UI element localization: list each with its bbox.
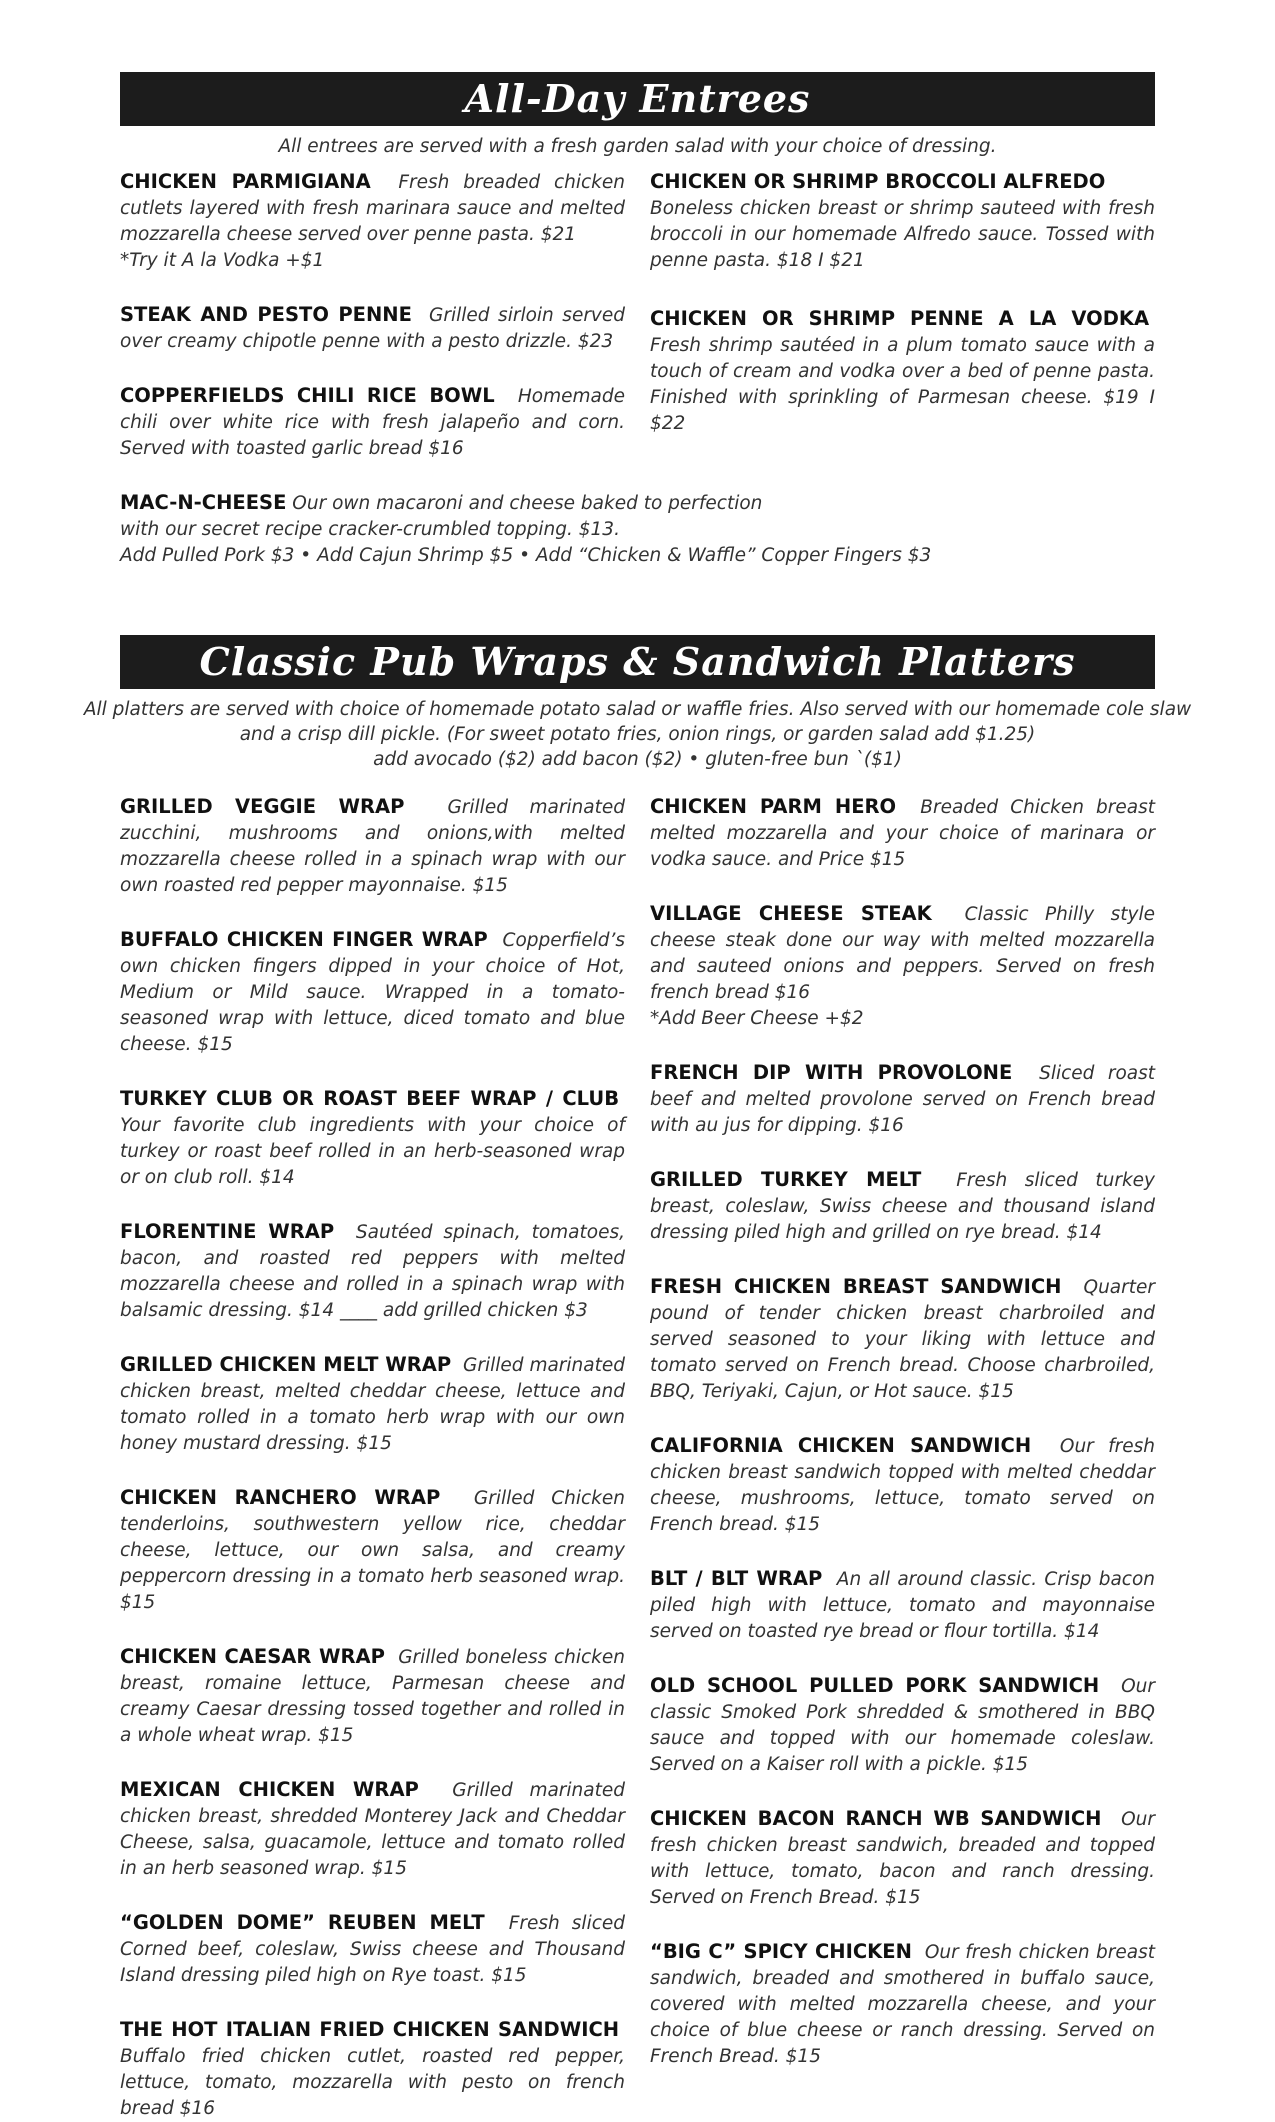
menu-item — [650, 1806, 1155, 1911]
platters-right-column — [650, 794, 1155, 2122]
menu-item — [120, 1910, 625, 1989]
item-name: CHICKEN PARM HERO — [650, 795, 897, 818]
platters-banner — [120, 635, 1155, 689]
item-description: Sliced roast beef and melted provolone served on French bread with au jus for dipping. $16 — [650, 1063, 1155, 1136]
item-description-line: with our secret recipe cracker-crumbled topping. $13. — [120, 519, 620, 540]
menu-item — [120, 169, 625, 274]
item-name: CHICKEN OR SHRIMP PENNE A LA VODKA — [650, 307, 1150, 330]
menu-item — [650, 794, 1155, 873]
entrees-title: All-Day Entrees — [464, 76, 811, 121]
item-name: GRILLED CHICKEN MELT WRAP — [120, 1353, 452, 1376]
item-name: FRESH CHICKEN BREAST SANDWICH — [650, 1275, 1062, 1298]
menu-item — [120, 927, 625, 1058]
item-description: Grilled marinated chicken breast, melted cheddar cheese, lettuce and tomato rolled in a tomato herb wrap with our own honey mustard dressing. $15 — [120, 1355, 625, 1454]
platters-left-column — [120, 794, 625, 2122]
item-description: Breaded Chicken breast melted mozzarella and your choice of marinara or vodka sauce. and Price $15 — [650, 797, 1155, 870]
item-description: Our classic Smoked Pork shredded & smothered in BBQ sauce and topped with our homemade coleslaw. Served on a Kaiser roll with a pickle. $15 — [650, 1676, 1155, 1775]
item-name: COPPERFIELDS CHILI RICE BOWL — [120, 384, 495, 407]
item-name: “BIG C” SPICY CHICKEN — [650, 1940, 912, 1963]
item-description: Fresh shrimp sautéed in a plum tomato sauce with a touch of cream and vodka over a bed of penne pasta. Finished with sprinkling of Parmesan cheese. $19 I $22 — [650, 335, 1155, 434]
item-name: VILLAGE CHEESE STEAK — [650, 902, 932, 925]
item-description: Grilled Chicken tenderloins, southwestern yellow rice, cheddar cheese, lettuce, our own salsa, and creamy peppercorn dressing in a tomato herb seasoned wrap. $15 — [120, 1488, 625, 1613]
platters-note — [80, 697, 1195, 772]
menu-item — [120, 1644, 625, 1749]
item-extra: *Try it A la Vodka +$1 — [120, 250, 325, 271]
entrees-note: All entrees are served with a fresh garden salad with your choice of dressing. — [278, 136, 997, 157]
menu-item — [120, 1219, 625, 1324]
item-description: Homemade chili over white rice with fresh jalapeño and corn. Served with toasted garlic bread $16 — [120, 386, 626, 459]
item-name: TURKEY CLUB OR ROAST BEEF WRAP / CLUB — [120, 1087, 620, 1110]
menu-item — [120, 2017, 625, 2122]
item-name: MEXICAN CHICKEN WRAP — [120, 1778, 419, 1801]
item-description: Our fresh chicken breast sandwich, breaded and smothered in buffalo sauce, covered with melted mozzarella cheese, and your choice of blue cheese or ranch dressing. Served on French Bread. $15 — [650, 1942, 1155, 2067]
item-name: FRENCH DIP WITH PROVOLONE — [650, 1061, 1013, 1084]
item-name: CALIFORNIA CHICKEN SANDWICH — [650, 1434, 1032, 1457]
menu-item — [650, 1167, 1155, 1246]
platters-note-line: and a crisp dill pickle. (For sweet potato fries, onion rings, or garden salad add $1.25) — [239, 724, 1036, 745]
menu-item — [650, 1939, 1155, 2070]
menu-item — [120, 1777, 625, 1882]
item-addons: Add Pulled Pork $3 • Add Cajun Shrimp $5 • Add “Chicken & Waffle” Copper Fingers $3 — [120, 545, 932, 566]
mac-n-cheese-item — [120, 490, 1155, 569]
item-name: CHICKEN OR SHRIMP BROCCOLI ALFREDO — [650, 170, 1106, 193]
item-description: Boneless chicken breast or shrimp sauteed with fresh broccoli in our homemade Alfredo sauce. Tossed with penne pasta. $18 I $21 — [650, 198, 1155, 271]
item-description: Fresh sliced Corned beef, coleslaw, Swiss cheese and Thousand Island dressing piled high on Rye toast. $15 — [120, 1913, 626, 1986]
item-name: STEAK AND PESTO PENNE — [120, 303, 412, 326]
platters-note-line: add avocado ($2) add bacon ($2) • gluten-free bun `($1) — [373, 749, 902, 770]
platters-columns — [120, 794, 1155, 2122]
menu-item — [650, 1060, 1155, 1139]
item-description: Fresh sliced turkey breast, coleslaw, Swiss cheese and thousand island dressing piled high and grilled on rye bread. $14 — [650, 1170, 1156, 1243]
entrees-right-column — [650, 169, 1155, 462]
menu-item — [650, 169, 1155, 274]
item-description: Sautéed spinach, tomatoes, bacon, and roasted red peppers with melted mozzarella cheese and rolled in a spinach wrap with balsamic dressing. $14 ____ add grilled chicken $3 — [120, 1222, 625, 1321]
item-description-line: Our own macaroni and cheese baked to perfection — [292, 493, 763, 514]
item-description: Grilled boneless chicken breast, romaine lettuce, Parmesan cheese and creamy Caesar dressing tossed together and rolled in a whole wheat wrap. $15 — [120, 1647, 626, 1746]
item-description: Our fresh chicken breast sandwich topped with melted cheddar cheese, mushrooms, lettuce, tomato served on French bread. $15 — [650, 1436, 1155, 1535]
item-name: BUFFALO CHICKEN FINGER WRAP — [120, 928, 488, 951]
item-description: Fresh breaded chicken cutlets layered with fresh marinara sauce and melted mozzarella cheese served over penne pasta. $21 — [120, 172, 625, 245]
item-name: BLT / BLT WRAP — [650, 1567, 823, 1590]
menu-item — [120, 383, 625, 462]
item-description: Buffalo fried chicken cutlet, roasted red pepper, lettuce, tomato, mozzarella with pesto on french bread $16 — [120, 2046, 625, 2119]
item-name: OLD SCHOOL PULLED PORK SANDWICH — [650, 1674, 1100, 1697]
menu-item — [120, 1352, 625, 1457]
menu-page — [83, 72, 1192, 2122]
entrees-left-column — [120, 169, 625, 462]
menu-item — [120, 1485, 625, 1616]
menu-item — [650, 1274, 1155, 1405]
item-description: An all around classic. Crisp bacon piled high with lettuce, tomato and mayonnaise served on toasted rye bread or flour tortilla. $14 — [650, 1569, 1156, 1642]
item-name: FLORENTINE WRAP — [120, 1220, 335, 1243]
item-description: Copperfield’s own chicken fingers dipped in your choice of Hot, Medium or Mild sauce. Wrapped in a tomato-seasoned wrap with lettuce, diced tomato and blue cheese. $15 — [120, 930, 625, 1055]
item-description: Grilled sirloin served over creamy chipotle penne with a pesto drizzle. $23 — [120, 305, 626, 352]
item-description: Your favorite club ingredients with your choice of turkey or roast beef rolled in an herb-seasoned wrap or on club roll. $14 — [120, 1115, 625, 1188]
item-description: Quarter pound of tender chicken breast charbroiled and served seasoned to your liking with lettuce and tomato served on French bread. Choose charbroiled, BBQ, Teriyaki, Cajun, or Hot sauce. $15 — [650, 1277, 1155, 1402]
menu-item — [650, 1566, 1155, 1645]
item-extra: *Add Beer Cheese +$2 — [650, 1008, 864, 1029]
platters-note-line: All platters are served with choice of homemade potato salad or waffle fries. Also served with our homemade cole slaw — [83, 699, 1192, 720]
menu-item — [650, 901, 1155, 1032]
item-name: GRILLED VEGGIE WRAP — [120, 795, 405, 818]
item-description: Classic Philly style cheese steak done our way with melted mozzarella and sauteed onions and peppers. Served on fresh french bread $16 — [650, 904, 1156, 1003]
item-name: CHICKEN CAESAR WRAP — [120, 1645, 385, 1668]
item-name: CHICKEN BACON RANCH WB SANDWICH — [650, 1807, 1102, 1830]
item-name: CHICKEN PARMIGIANA — [120, 170, 371, 193]
item-description: Grilled marinated zucchini, mushrooms and onions,with melted mozzarella cheese rolled in a spinach wrap with our own roasted red pepper mayonnaise. $15 — [120, 797, 626, 896]
item-description: Grilled marinated chicken breast, shredded Monterey Jack and Cheddar Cheese, salsa, guacamole, lettuce and tomato rolled in an herb seasoned wrap. $15 — [120, 1780, 625, 1879]
menu-item — [650, 1433, 1155, 1538]
menu-item — [120, 1086, 625, 1191]
item-description: Our fresh chicken breast sandwich, breaded and topped with lettuce, tomato, bacon and ranch dressing. Served on French Bread. $15 — [650, 1809, 1156, 1908]
platters-title: Classic Pub Wraps & Sandwich Platters — [199, 639, 1076, 684]
menu-item — [650, 1673, 1155, 1778]
item-name: GRILLED TURKEY MELT — [650, 1168, 922, 1191]
entrees-banner — [120, 72, 1155, 126]
item-name: MAC-N-CHEESE — [120, 491, 287, 514]
menu-item — [120, 794, 625, 899]
menu-item — [650, 306, 1155, 437]
item-name: “GOLDEN DOME” REUBEN MELT — [120, 1911, 485, 1934]
entrees-columns — [120, 169, 1155, 462]
item-name: THE HOT ITALIAN FRIED CHICKEN SANDWICH — [120, 2018, 620, 2041]
menu-item — [120, 302, 625, 355]
item-name: CHICKEN RANCHERO WRAP — [120, 1486, 441, 1509]
